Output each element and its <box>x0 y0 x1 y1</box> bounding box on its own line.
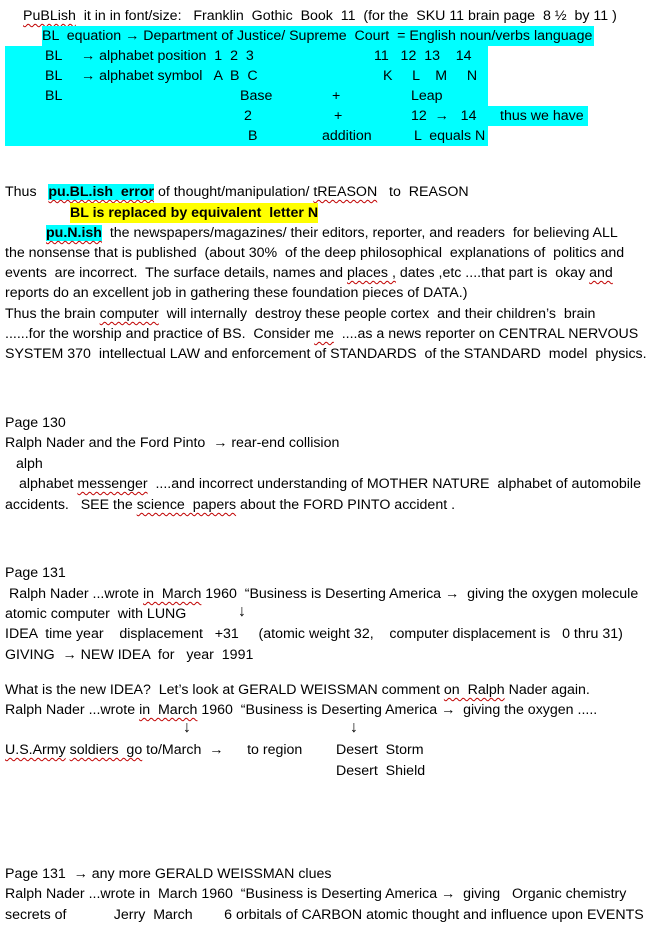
row6-c1: B <box>248 128 258 144</box>
publish-error-text: pu.BL.ish error <box>48 184 155 200</box>
me-word: me <box>314 326 334 342</box>
highlight-publish-error <box>48 184 154 200</box>
header-line <box>23 6 617 26</box>
highlight-bl-replaced: BL is replaced by equivalent letter N <box>70 205 319 221</box>
p1-rest-a: of thought/manipulation/ <box>154 184 314 200</box>
p131a-line-1 <box>5 584 638 604</box>
row5-c3: 12 → 14 <box>411 108 477 124</box>
p131a-l6b: 1960 “Business is Deserting America → giving the oxygen ..... <box>197 702 598 718</box>
down-arrow-2: ↓ <box>183 719 191 736</box>
p130-line-1: Ralph Nader and the Ford Pinto → rear-end collision <box>5 435 340 451</box>
science-papers-words: science papers <box>136 497 237 513</box>
p131a-l5b: Nader again. <box>504 682 590 698</box>
down-arrow-3: ↓ <box>350 719 358 736</box>
p131a-l1a: Ralph Nader ...wrote <box>5 586 143 602</box>
row4-c1: BL <box>45 88 63 104</box>
p1-rest-b: to REASON <box>377 184 469 200</box>
p1-rest-3: the newspapers/magazines/ their editors, reporter, and readers for believing ALL <box>101 225 618 241</box>
p1-line-7 <box>5 304 595 324</box>
row4-c4: Leap <box>411 88 443 104</box>
p130-line-3 <box>19 474 641 494</box>
row4-c2: Base <box>240 88 273 104</box>
row2-c2: → alphabet position 1 2 3 <box>81 48 254 64</box>
page-131b-title: Page 131 → any more GERALD WEISSMAN clues <box>5 866 332 882</box>
p130-l4b: about the FORD PINTO accident . <box>236 497 456 513</box>
punish-text: pu.N.ish <box>46 225 102 241</box>
row3-c1: BL <box>45 68 63 84</box>
p1-line-9: SYSTEM 370 intellectual LAW and enforcement of STANDARDS of the STANDARD model physics. <box>5 346 647 362</box>
p1-line-8 <box>5 324 638 344</box>
row6-c2: addition <box>322 128 372 144</box>
p1-line-4: the nonsense that is published (about 30% of the deep philosophical explanations of politics and <box>5 245 625 261</box>
page-130-title: Page 130 <box>5 415 66 431</box>
row5-c1: 2 <box>244 108 252 124</box>
usarmy-word: U.S.Army <box>5 742 66 758</box>
row2-c1: BL <box>45 48 63 64</box>
p1-l7b: will internally destroy these people cortex and their children’s brain <box>158 306 596 322</box>
and-word: and <box>589 265 613 281</box>
p131b-line-1: Ralph Nader ...wrote in March 1960 “Business is Deserting America → giving Organic chemistry <box>5 886 627 902</box>
row5-c2: + <box>334 108 343 124</box>
p1-l5b: dates ,etc ....that part is okay <box>395 265 590 281</box>
down-arrow-1: ↓ <box>238 603 246 620</box>
p1-l8b: ....as a news reporter on CENTRAL NERVOUS <box>333 326 639 342</box>
p1-line-5 <box>5 263 613 283</box>
page-131-title: Page 131 <box>5 565 66 581</box>
p1-line-1 <box>5 182 469 202</box>
p131a-line-3: IDEA time year displacement +31 (atomic weight 32, computer displacement is 0 thru 31) <box>5 626 623 642</box>
row3-c2: → alphabet symbol A B C <box>81 68 258 84</box>
p131a-line-5 <box>5 680 590 700</box>
places-word: places , <box>347 265 396 281</box>
on-ralph-words: on Ralph <box>443 682 505 698</box>
p131a-line-6 <box>5 700 597 720</box>
in-march-words: in March <box>143 586 202 602</box>
p130-l3b: ....and incorrect understanding of MOTHER NATURE alphabet of automobile <box>147 476 641 492</box>
row5-c4: thus we have <box>500 108 584 124</box>
treason-word: tREASON <box>313 184 378 200</box>
p1-l7a: Thus the brain <box>5 306 100 322</box>
desert-storm: Desert Storm <box>336 742 424 758</box>
p131a-line-2: atomic computer with LUNG <box>5 606 187 622</box>
p1-l8a: ......for the worship and practice of BS. Consider <box>5 326 315 342</box>
publish-word: PuBLish <box>23 8 76 24</box>
p130-line-4 <box>5 495 455 515</box>
p131a-l5a: What is the new IDEA? Let’s look at GERALD WEISSMAN comment <box>5 682 444 698</box>
p130-l4a: accidents. SEE the <box>5 497 137 513</box>
p131a-l6a: Ralph Nader ...wrote <box>5 702 140 718</box>
thus-text: Thus <box>5 184 49 200</box>
p130-l3a: alphabet <box>19 476 78 492</box>
p1-line-6: reports do an excellent job in gathering these foundation pieces of DATA.) <box>5 285 468 301</box>
in-march-words-2: in March <box>139 702 198 718</box>
p1-line-3 <box>46 223 618 243</box>
table-row-1: BL equation → Department of Justice/ Supreme Court = English noun/verbs language <box>42 28 593 44</box>
p131a-l8b: to/March → to region <box>142 742 303 758</box>
p1-l5a: events are incorrect. The surface details, names and <box>5 265 347 281</box>
p131a-line-4: GIVING → NEW IDEA for year 1991 <box>5 647 254 663</box>
desert-shield: Desert Shield <box>336 763 426 779</box>
row4-c3: + <box>332 88 341 104</box>
computer-word: computer <box>99 306 159 322</box>
p131b-line-2: secrets of Jerry March 6 orbitals of CARBON atomic thought and influence upon EVENTS <box>5 907 644 923</box>
header-rest: it in in font/size: Franklin Gothic Book 11 (for the SKU 11 brain page 8 ½ by 11 ) <box>75 8 617 24</box>
p131a-line-8 <box>5 740 302 760</box>
row2-c3: 11 12 13 14 <box>374 48 472 64</box>
p130-line-2: alph <box>16 456 43 472</box>
soldiers-go-words: soldiers go <box>69 742 143 758</box>
p131a-l1b: 1960 “Business is Deserting America → giving the oxygen molecule <box>201 586 639 602</box>
row6-c3: L equals N <box>414 128 486 144</box>
row3-c3: K L M N <box>383 68 478 84</box>
highlight-punish <box>46 225 102 241</box>
messenger-word: messenger <box>77 476 148 492</box>
